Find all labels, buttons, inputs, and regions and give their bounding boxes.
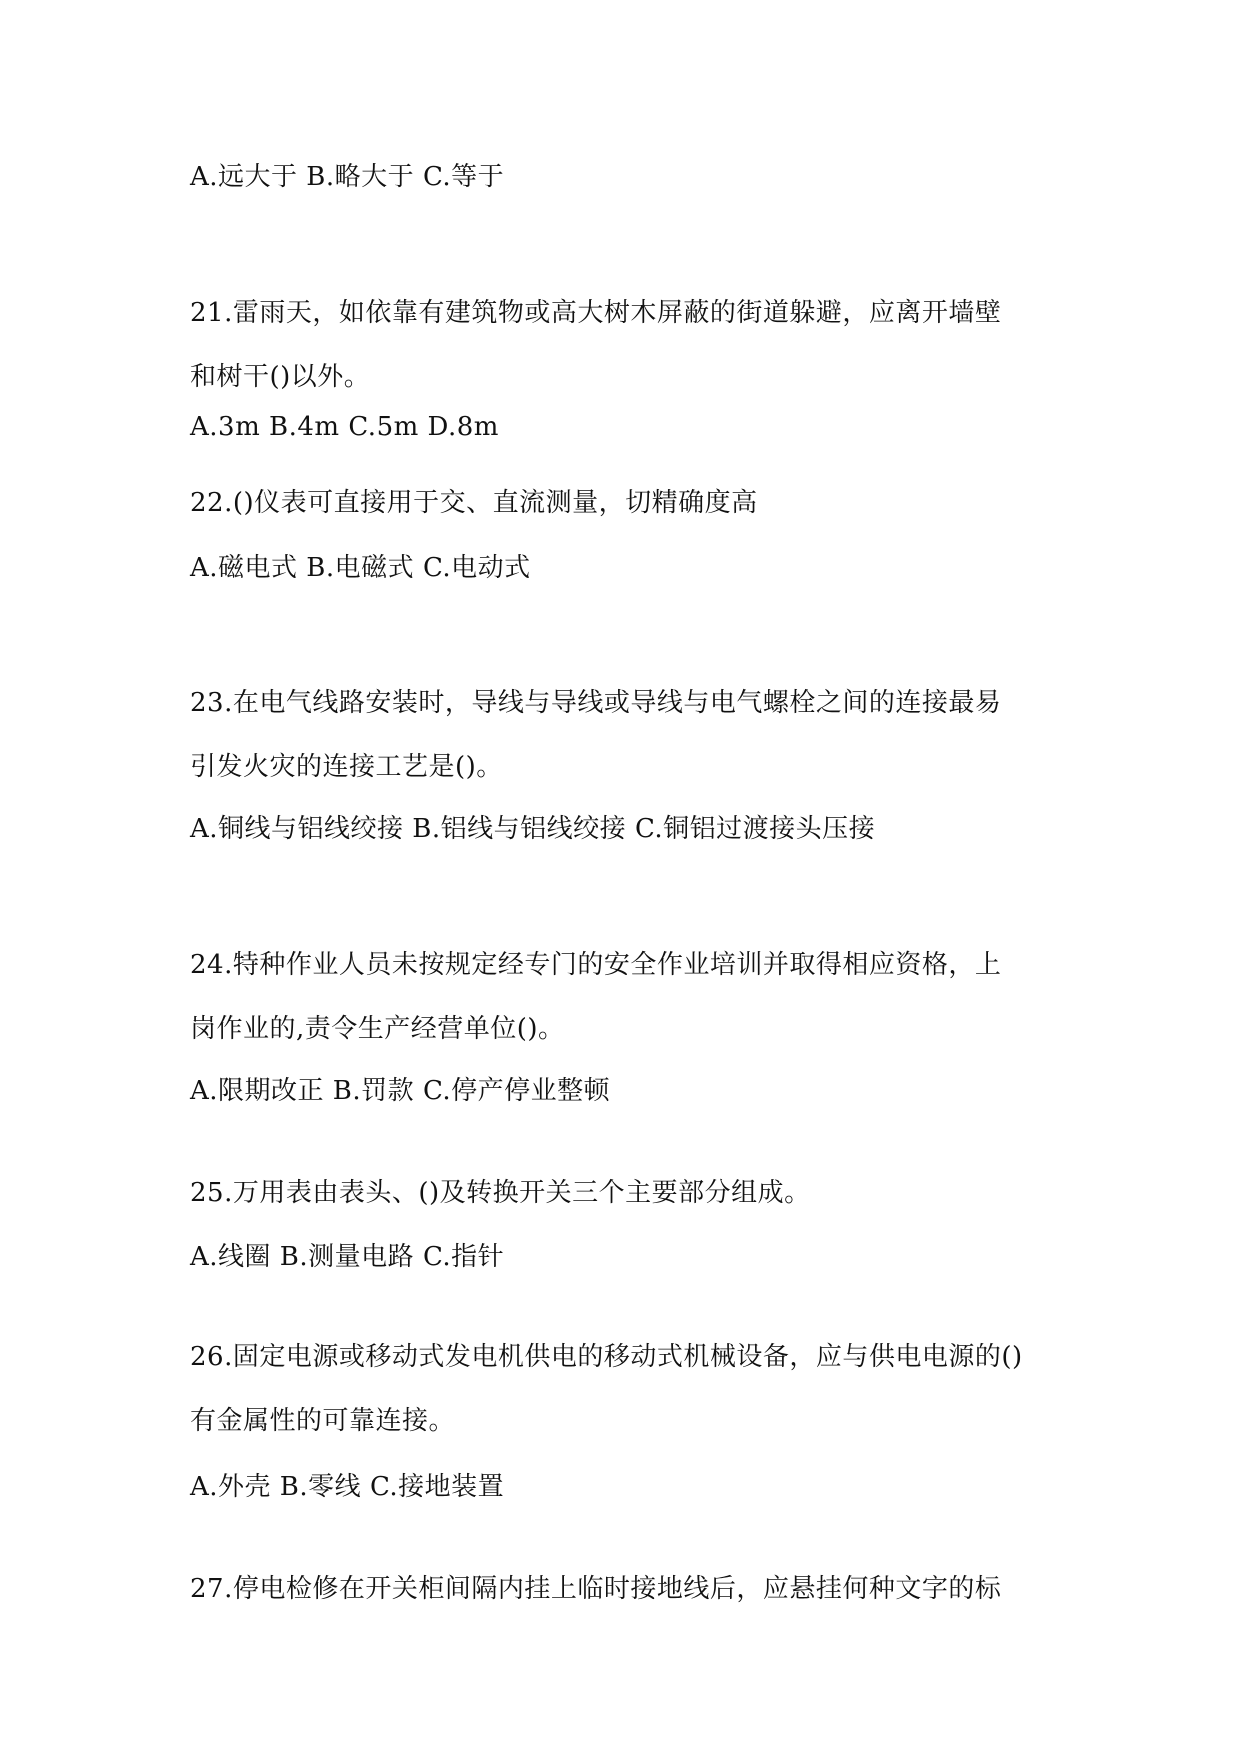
- q27-text-line1: 27.停电检修在开关柜间隔内挂上临时接地线后，应悬挂何种文字的标: [190, 1574, 1002, 1604]
- q25-text: 25.万用表由表头、()及转换开关三个主要部分组成。: [190, 1178, 811, 1208]
- q23-text-line1: 23.在电气线路安装时，导线与导线或导线与电气螺栓之间的连接最易: [190, 688, 1002, 718]
- q21-options: A.3m B.4m C.5m D.8m: [190, 412, 499, 442]
- q24-options: A.限期改正 B.罚款 C.停产停业整顿: [190, 1076, 611, 1106]
- q25-options: A.线圈 B.测量电路 C.指针: [190, 1242, 505, 1272]
- q26-options: A.外壳 B.零线 C.接地装置: [190, 1472, 505, 1502]
- q22-text: 22.()仪表可直接用于交、直流测量，切精确度高: [190, 488, 758, 518]
- q23-options: A.铜线与铝线绞接 B.铝线与铝线绞接 C.铜铝过渡接头压接: [190, 814, 876, 844]
- q21-text-line1: 21.雷雨天，如依靠有建筑物或高大树木屏蔽的街道躲避，应离开墙壁: [190, 298, 1002, 328]
- q26-text-line1: 26.固定电源或移动式发电机供电的移动式机械设备，应与供电电源的(): [190, 1342, 1023, 1372]
- q22-options: A.磁电式 B.电磁式 C.电动式: [190, 553, 531, 583]
- q23-text-line2: 引发火灾的连接工艺是()。: [190, 752, 503, 782]
- q26-text-line2: 有金属性的可靠连接。: [190, 1406, 456, 1436]
- q24-text-line1: 24.特种作业人员未按规定经专门的安全作业培训并取得相应资格，上: [190, 950, 1002, 980]
- q20-options: A.远大于 B.略大于 C.等于: [190, 162, 505, 192]
- q24-text-line2: 岗作业的,责令生产经营单位()。: [190, 1014, 565, 1044]
- q21-text-line2: 和树干()以外。: [190, 362, 371, 392]
